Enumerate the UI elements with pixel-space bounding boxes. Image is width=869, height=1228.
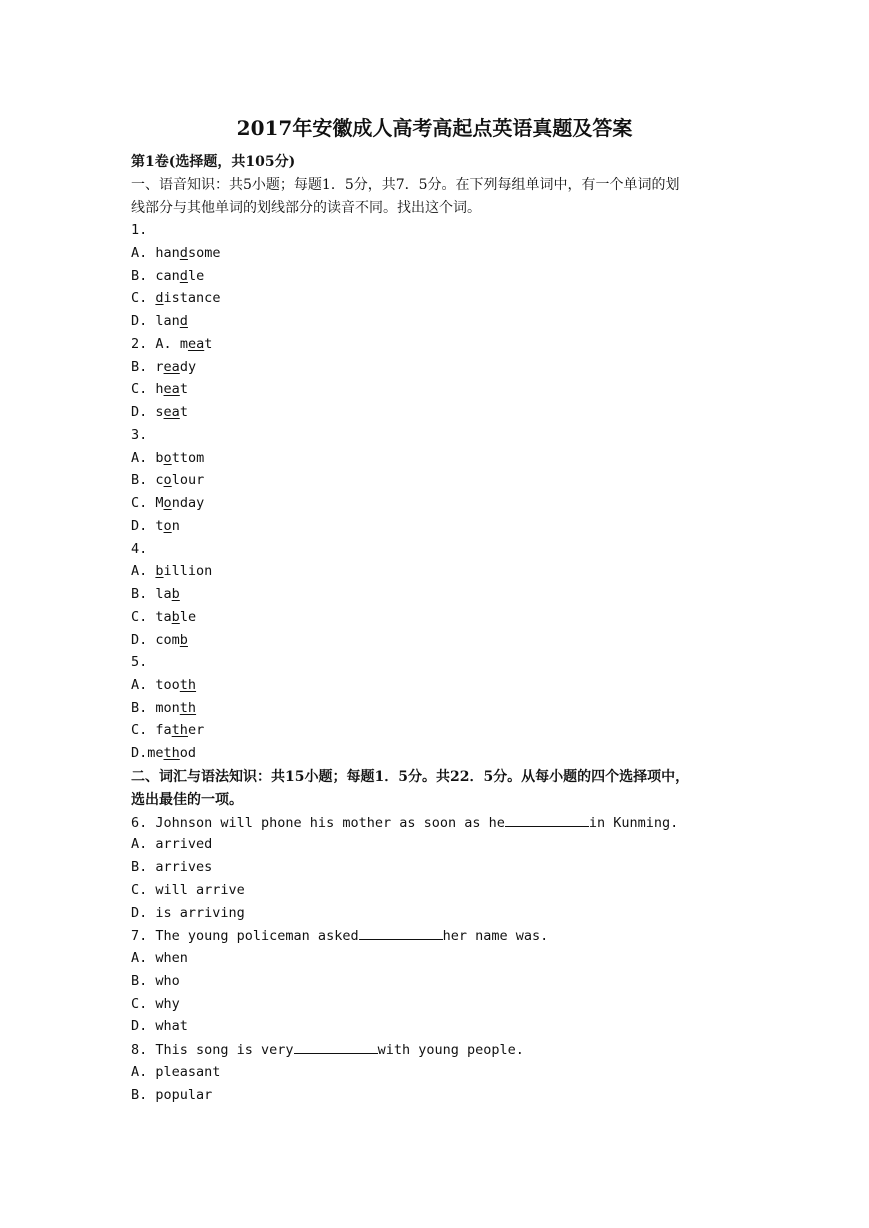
option-c: C. table — [131, 609, 197, 625]
option-c: C. distance — [131, 290, 221, 306]
answer-blank — [294, 1039, 378, 1054]
option-a: A. when — [131, 950, 188, 966]
option-a: 2. A. meat — [131, 336, 213, 352]
part1-heading: 第1卷(选择题，共105分) — [131, 154, 296, 170]
option-b: B. popular — [131, 1087, 213, 1103]
option-a: A. billion — [131, 563, 213, 579]
option-c: C. will arrive — [131, 882, 245, 898]
option-d: D. land — [131, 313, 188, 329]
section2-instruction-line1: 二、词汇与语法知识：共15小题；每题1．5分。共22．5分。从每小题的四个选择项中， — [131, 769, 690, 785]
document-title: 2017年安徽成人高考高起点英语真题及答案 — [236, 116, 633, 140]
option-b: B. month — [131, 700, 197, 716]
question-number: 1. — [131, 222, 148, 238]
option-b: B. lab — [131, 586, 180, 602]
option-d: D. is arriving — [131, 905, 245, 921]
section1-instruction-line2: 线部分与其他单词的划线部分的读音不同。找出这个词。 — [131, 200, 481, 216]
option-a: A. handsome — [131, 245, 221, 261]
option-a: A. pleasant — [131, 1064, 221, 1080]
option-a: A. bottom — [131, 450, 205, 466]
question-stem: 8. This song is very with young people. — [131, 1039, 524, 1060]
question-stem: 7. The young policeman asked her name was. — [131, 925, 548, 946]
answer-blank — [359, 925, 443, 940]
question-number: 4. — [131, 541, 148, 557]
option-d: D. what — [131, 1018, 188, 1034]
option-d: D. seat — [131, 404, 188, 420]
option-d: D.method — [131, 745, 197, 761]
option-b: B. candle — [131, 268, 205, 284]
option-b: B. colour — [131, 472, 205, 488]
answer-blank — [505, 812, 589, 827]
option-d: D. ton — [131, 518, 180, 534]
option-d: D. comb — [131, 632, 188, 648]
question-number: 5. — [131, 654, 148, 670]
option-a: A. arrived — [131, 836, 213, 852]
option-c: C. heat — [131, 381, 188, 397]
option-b: B. who — [131, 973, 180, 989]
option-c: C. father — [131, 722, 205, 738]
option-b: B. arrives — [131, 859, 213, 875]
option-c: C. Monday — [131, 495, 205, 511]
question-stem: 6. Johnson will phone his mother as soon as he in Kunming. — [131, 812, 678, 833]
question-number: 3. — [131, 427, 148, 443]
option-c: C. why — [131, 996, 180, 1012]
section2-instruction-line2: 选出最佳的一项。 — [131, 792, 243, 808]
option-a: A. tooth — [131, 677, 197, 693]
option-b: B. ready — [131, 359, 197, 375]
section1-instruction-line1: 一、语音知识：共5小题；每题1．5分，共7．5分。在下列每组单词中，有一个单词的划 — [131, 177, 680, 193]
question-number: 2. — [131, 336, 148, 352]
